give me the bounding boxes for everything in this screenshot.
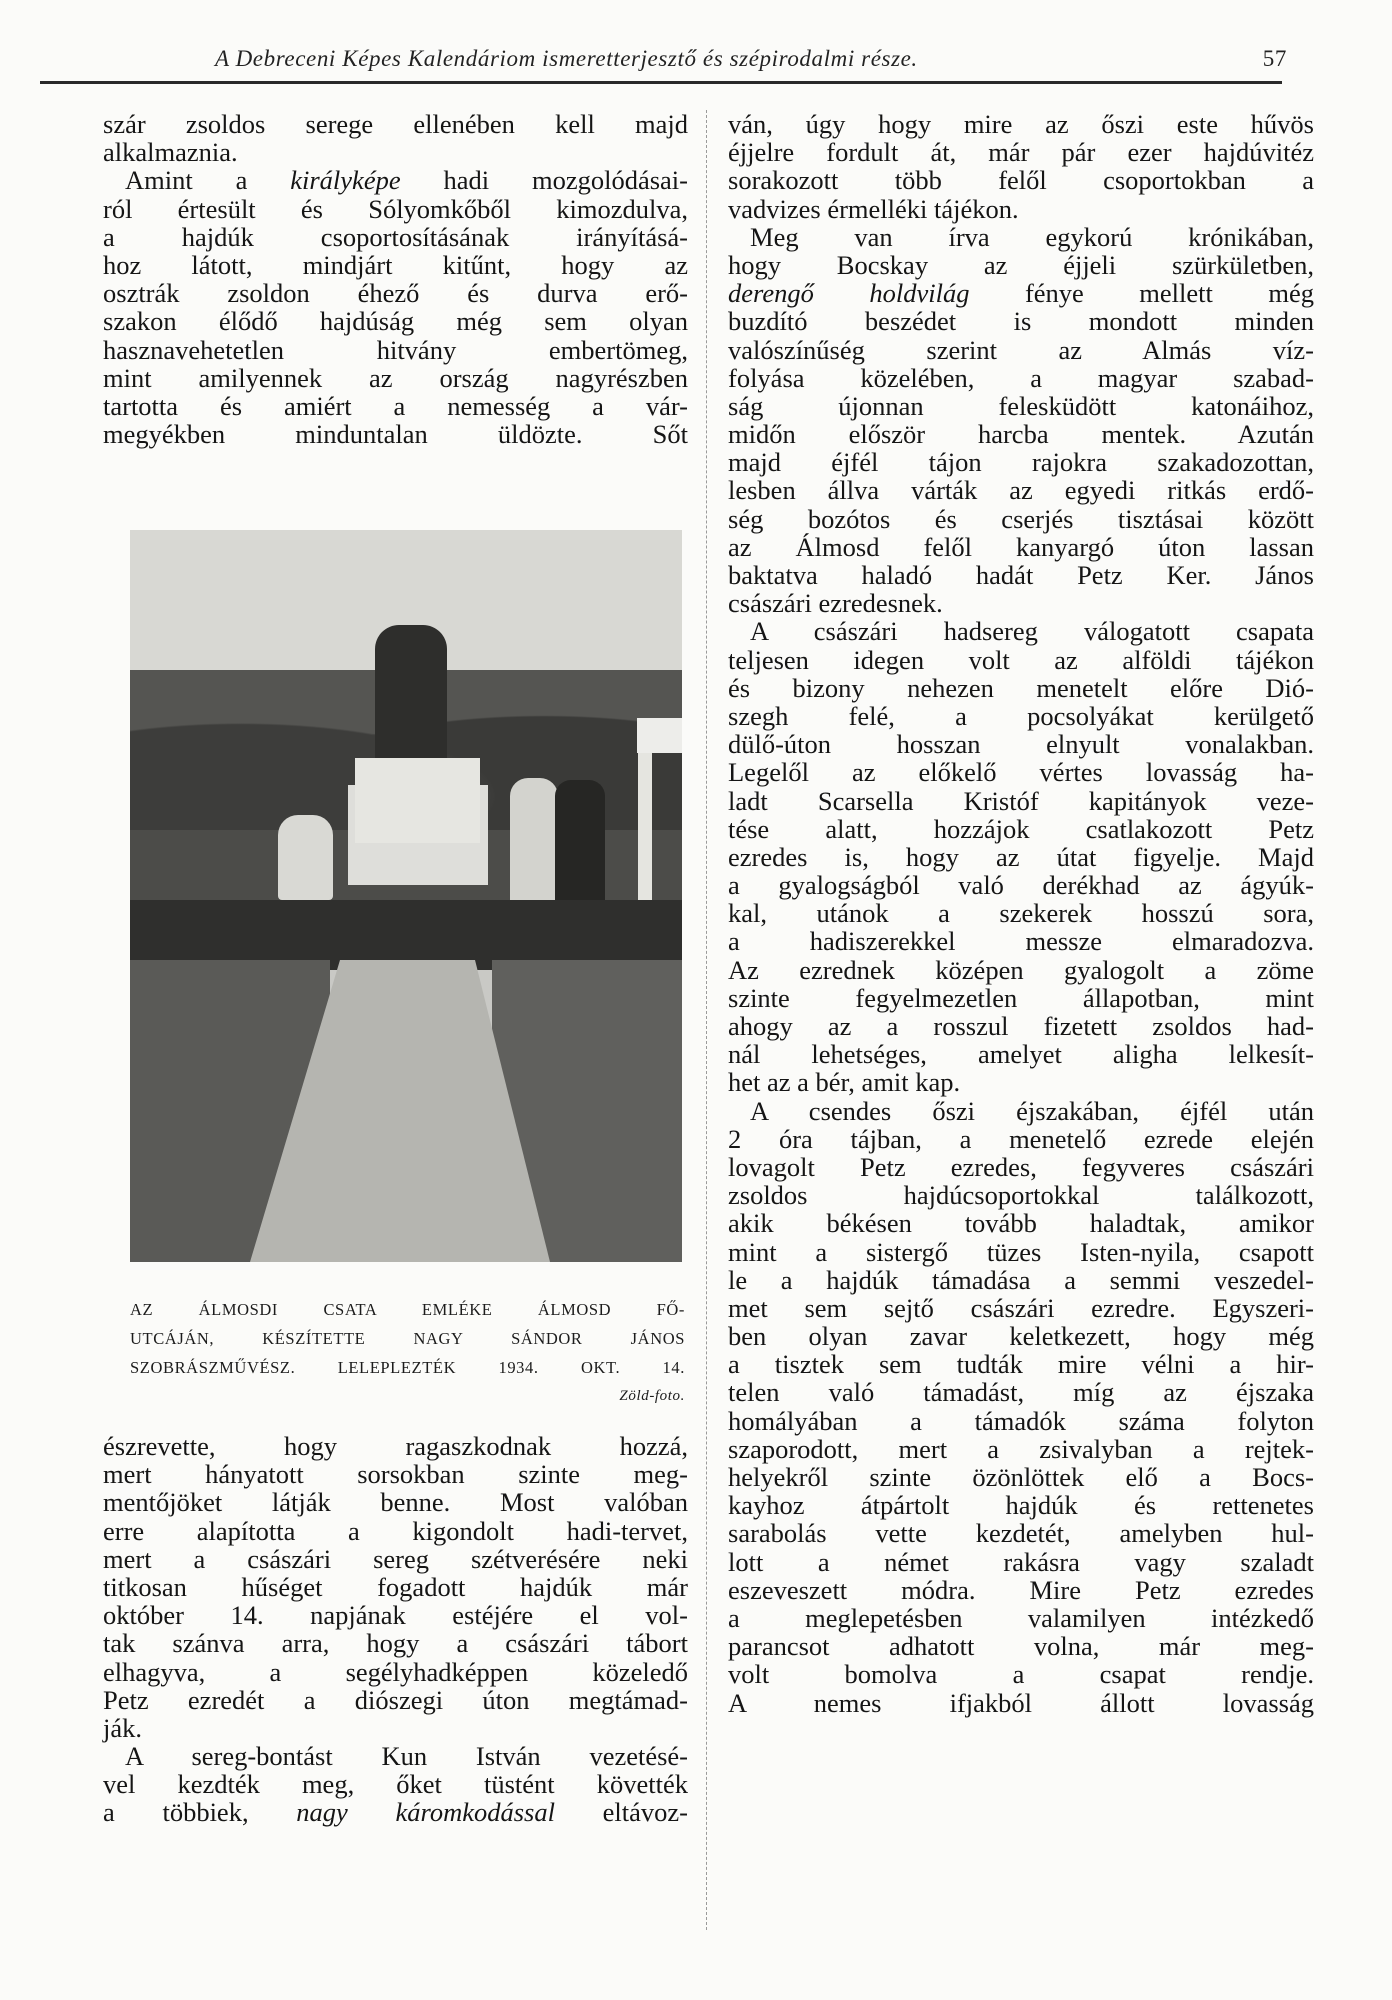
text-line: tartotta és amiért a nemesség a vár-: [103, 390, 688, 421]
text-line: 2 óra tájban, a menetelő ezrede elején: [728, 1123, 1314, 1154]
text-line: kayhoz átpártolt hajdúk és rettenetes: [728, 1490, 1314, 1521]
text-line: ahogy az a rosszul fizetett zsoldos had-: [728, 1011, 1314, 1041]
photo-credit: Zöld-foto.: [619, 1388, 685, 1404]
text-line: szár zsoldos serege ellenében kell majd: [103, 109, 688, 139]
running-title: A Debreceni Képes Kalendáriom ismeretterjesztő és szépirodalmi része.: [215, 46, 918, 71]
text-line: parancsot adhatott volna, már meg-: [728, 1631, 1314, 1662]
right-column: [728, 110, 1314, 1717]
text-line: elhagyva, a segélyhadképpen közeledő: [103, 1656, 688, 1687]
text-line: folyása közelében, a magyar szabad-: [728, 362, 1314, 393]
text-line: osztrák zsoldon éhező és durva erő-: [103, 278, 688, 309]
text-line: hasznavehetetlen hitvány embertömeg,: [103, 334, 688, 365]
text-line: megyékben minduntalan üldözte. Sőt: [103, 419, 688, 450]
italic-emphasis: nagy káromkodással: [296, 1797, 555, 1828]
text-line: észrevette, hogy ragaszkodnak hozzá,: [103, 1431, 688, 1461]
text-line: telen való támadást, míg az éjszaka: [728, 1377, 1314, 1408]
text-line: a hajdúk csoportosításának irányításá-: [103, 221, 688, 252]
text-line: nál lehetséges, amelyet aligha lelkesít-: [728, 1039, 1314, 1070]
text-line: valószínűség szerint az Almás víz-: [728, 334, 1314, 365]
text-line: és bizony nehezen menetelt előre Dió-: [728, 672, 1314, 703]
text-line: A sereg-bontást Kun István vezetésé-: [125, 1741, 688, 1772]
caption-line: UTCÁJÁN, KÉSZÍTETTE NAGY SÁNDOR JÁNOS: [130, 1329, 685, 1348]
monument-photograph: [130, 530, 682, 1262]
text-line: zsoldos hajdúcsoportokkal találkozott,: [728, 1180, 1314, 1211]
text-line: le a hajdúk támadása a semmi veszedel-: [728, 1264, 1314, 1295]
text-line: het az a bér, amit kap.: [728, 1067, 961, 1098]
text-line: vel kezdték meg, őket tüstént követték: [103, 1769, 688, 1800]
text-line: majd éjfél tájon rajokra szakadozottan,: [728, 447, 1314, 478]
text-line: hoz látott, mindjárt kitűnt, hogy az: [103, 249, 688, 280]
text-line: ben olyan zavar keletkezett, hogy még: [728, 1321, 1314, 1352]
text-line: szaporodott, mert a zsivalyban a rejtek-: [728, 1433, 1314, 1464]
text-line: ják.: [103, 1712, 142, 1743]
text-line: a meglepetésben valamilyen intézkedő: [728, 1602, 1314, 1633]
header-rule: [40, 81, 1282, 84]
page-number: 57: [1262, 46, 1287, 71]
text-line: helyekről szinte özönlöttek elő a Bocs-: [728, 1462, 1314, 1492]
text-line: [728, 279, 1314, 307]
text-line: Meg van írva egykorú krónikában,: [750, 221, 1314, 252]
text-line: mentőjöket látják benne. Most valóban: [103, 1487, 688, 1518]
text-line: A csendes őszi éjszakában, éjfél után: [750, 1095, 1314, 1126]
text-line: ezredes is, hogy az útat figyelje. Majd: [728, 841, 1314, 872]
text-line: A császári hadsereg válogatott csapata: [750, 616, 1314, 647]
text-line: [103, 166, 688, 194]
text-line: akik békésen tovább haladtak, amikor: [728, 1208, 1314, 1239]
text-line: lott a német rakásra vagy szaladt: [728, 1546, 1314, 1577]
text-line: mert hányatott sorsokban szinte meg-: [103, 1459, 688, 1490]
text-line: szinte fegyelmezetlen állapotban, mint: [728, 982, 1314, 1013]
text-line: titkosan hűséget fogadott hajdúk már: [103, 1571, 688, 1602]
text-line: az Álmosd felől kanyargó úton lassan: [728, 531, 1314, 562]
text-line: a tisztek sem tudták mire vélni a hir-: [728, 1349, 1314, 1380]
text-run: a többiek,: [103, 1797, 297, 1828]
column-divider: [706, 110, 707, 1930]
text-line: lovagolt Petz ezredes, fegyveres császári: [728, 1151, 1314, 1182]
text-line: ról értesült és Sólyomkőből kimozdulva,: [103, 193, 688, 224]
photo-figure-left: [278, 815, 333, 900]
text-line: buzdító beszédet is mondott minden: [728, 306, 1314, 337]
italic-emphasis: derengő holdvilág: [728, 278, 970, 309]
text-line: met sem sejtő császári ezredre. Egyszeri-: [728, 1292, 1314, 1323]
left-column-bottom: [103, 1432, 688, 1827]
text-line: sarabolás vette kezdetét, amelyben hul-: [728, 1518, 1314, 1549]
caption-line: SZOBRÁSZMŰVÉSZ. LELEPLEZTÉK 1934. OKT. 14.: [130, 1358, 685, 1377]
text-line: midőn először harcba mentek. Azután: [728, 419, 1314, 450]
text-line: császári ezredesnek.: [728, 588, 943, 619]
text-line: a gyalogságból való derékhad az ágyúk-: [728, 870, 1314, 901]
text-line: dülő-úton hosszan elnyult vonalakban.: [728, 729, 1314, 760]
text-line: volt bomolva a csapat rendje.: [728, 1659, 1314, 1690]
text-line: tak szánva arra, hogy a császári tábort: [103, 1628, 688, 1659]
text-line: teljesen idegen volt az alföldi tájékon: [728, 644, 1314, 675]
text-line: Az ezrednek középen gyalogolt a zöme: [728, 954, 1314, 985]
text-line: homályában a támadók száma folyton: [728, 1405, 1314, 1436]
text-line: lesben állva várták az egyedi ritkás erdő-: [728, 475, 1314, 506]
text-run: eltávoz-: [554, 1797, 688, 1828]
text-line: tése alatt, hozzájok csatlakozott Petz: [728, 813, 1314, 844]
text-line: Legelől az előkelő vértes lovasság ha-: [728, 757, 1314, 788]
text-line: mint a sistergő tüzes Isten-nyila, csapott: [728, 1236, 1314, 1267]
photo-sign: [637, 718, 682, 753]
text-line: ság újonnan felesküdött katonáihoz,: [728, 390, 1314, 421]
text-line: szegh felé, a pocsolyákat kerülgető: [728, 700, 1314, 731]
photo-pedestal-top: [355, 758, 480, 843]
text-line: hogy Bocskay az éjjeli szürkületben,: [728, 249, 1314, 280]
photo-figure-right: [510, 778, 558, 908]
text-line: mint amilyennek az ország nagyrészben: [103, 362, 688, 393]
text-line: erre alapította a kigondolt hadi-tervet,: [103, 1515, 688, 1546]
running-header: [215, 46, 1287, 76]
text-line: éjjelre fordult át, már pár ezer hajdúvitéz: [728, 137, 1314, 168]
text-line: október 14. napjának estéjére el vol-: [103, 1600, 688, 1631]
text-line: eszeveszett módra. Mire Petz ezredes: [728, 1574, 1314, 1605]
text-run: fénye mellett még: [969, 278, 1315, 309]
text-line: mert a császári sereg szétverésére neki: [103, 1543, 688, 1574]
text-run: Amint a: [125, 165, 291, 196]
text-line: ladt Scarsella Kristóf kapitányok veze-: [728, 785, 1314, 816]
text-line: a hadiszerekkel messze elmaradozva.: [728, 926, 1314, 957]
text-line: ván, úgy hogy mire az őszi este hűvös: [728, 109, 1314, 139]
text-line: [103, 1798, 688, 1826]
text-line: sorakozott több felől csoportokban a: [728, 165, 1314, 196]
text-line: Petz ezredét a diószegi úton megtámad-: [103, 1684, 688, 1715]
left-column-top: [103, 110, 688, 448]
text-line: kal, utánok a szekerek hosszú sora,: [728, 898, 1314, 929]
text-line: baktatva haladó hadát Petz Ker. János: [728, 560, 1314, 590]
figure-caption: [130, 1295, 685, 1411]
text-run: hadi mozgolódásai-: [400, 165, 688, 196]
text-line: vadvizes érmelléki tájékon.: [728, 193, 1019, 224]
caption-line: AZ ÁLMOSDI CSATA EMLÉKE ÁLMOSD FŐ-: [130, 1300, 685, 1319]
text-line: ség bozótos és cserjés tisztásai között: [728, 503, 1314, 534]
text-line: alkalmaznia.: [103, 137, 238, 168]
text-line: szakon élődő hajdúság még sem olyan: [103, 306, 688, 337]
text-line: A nemes ifjakból állott lovasság: [728, 1687, 1314, 1718]
italic-emphasis: királyképe: [290, 165, 401, 196]
